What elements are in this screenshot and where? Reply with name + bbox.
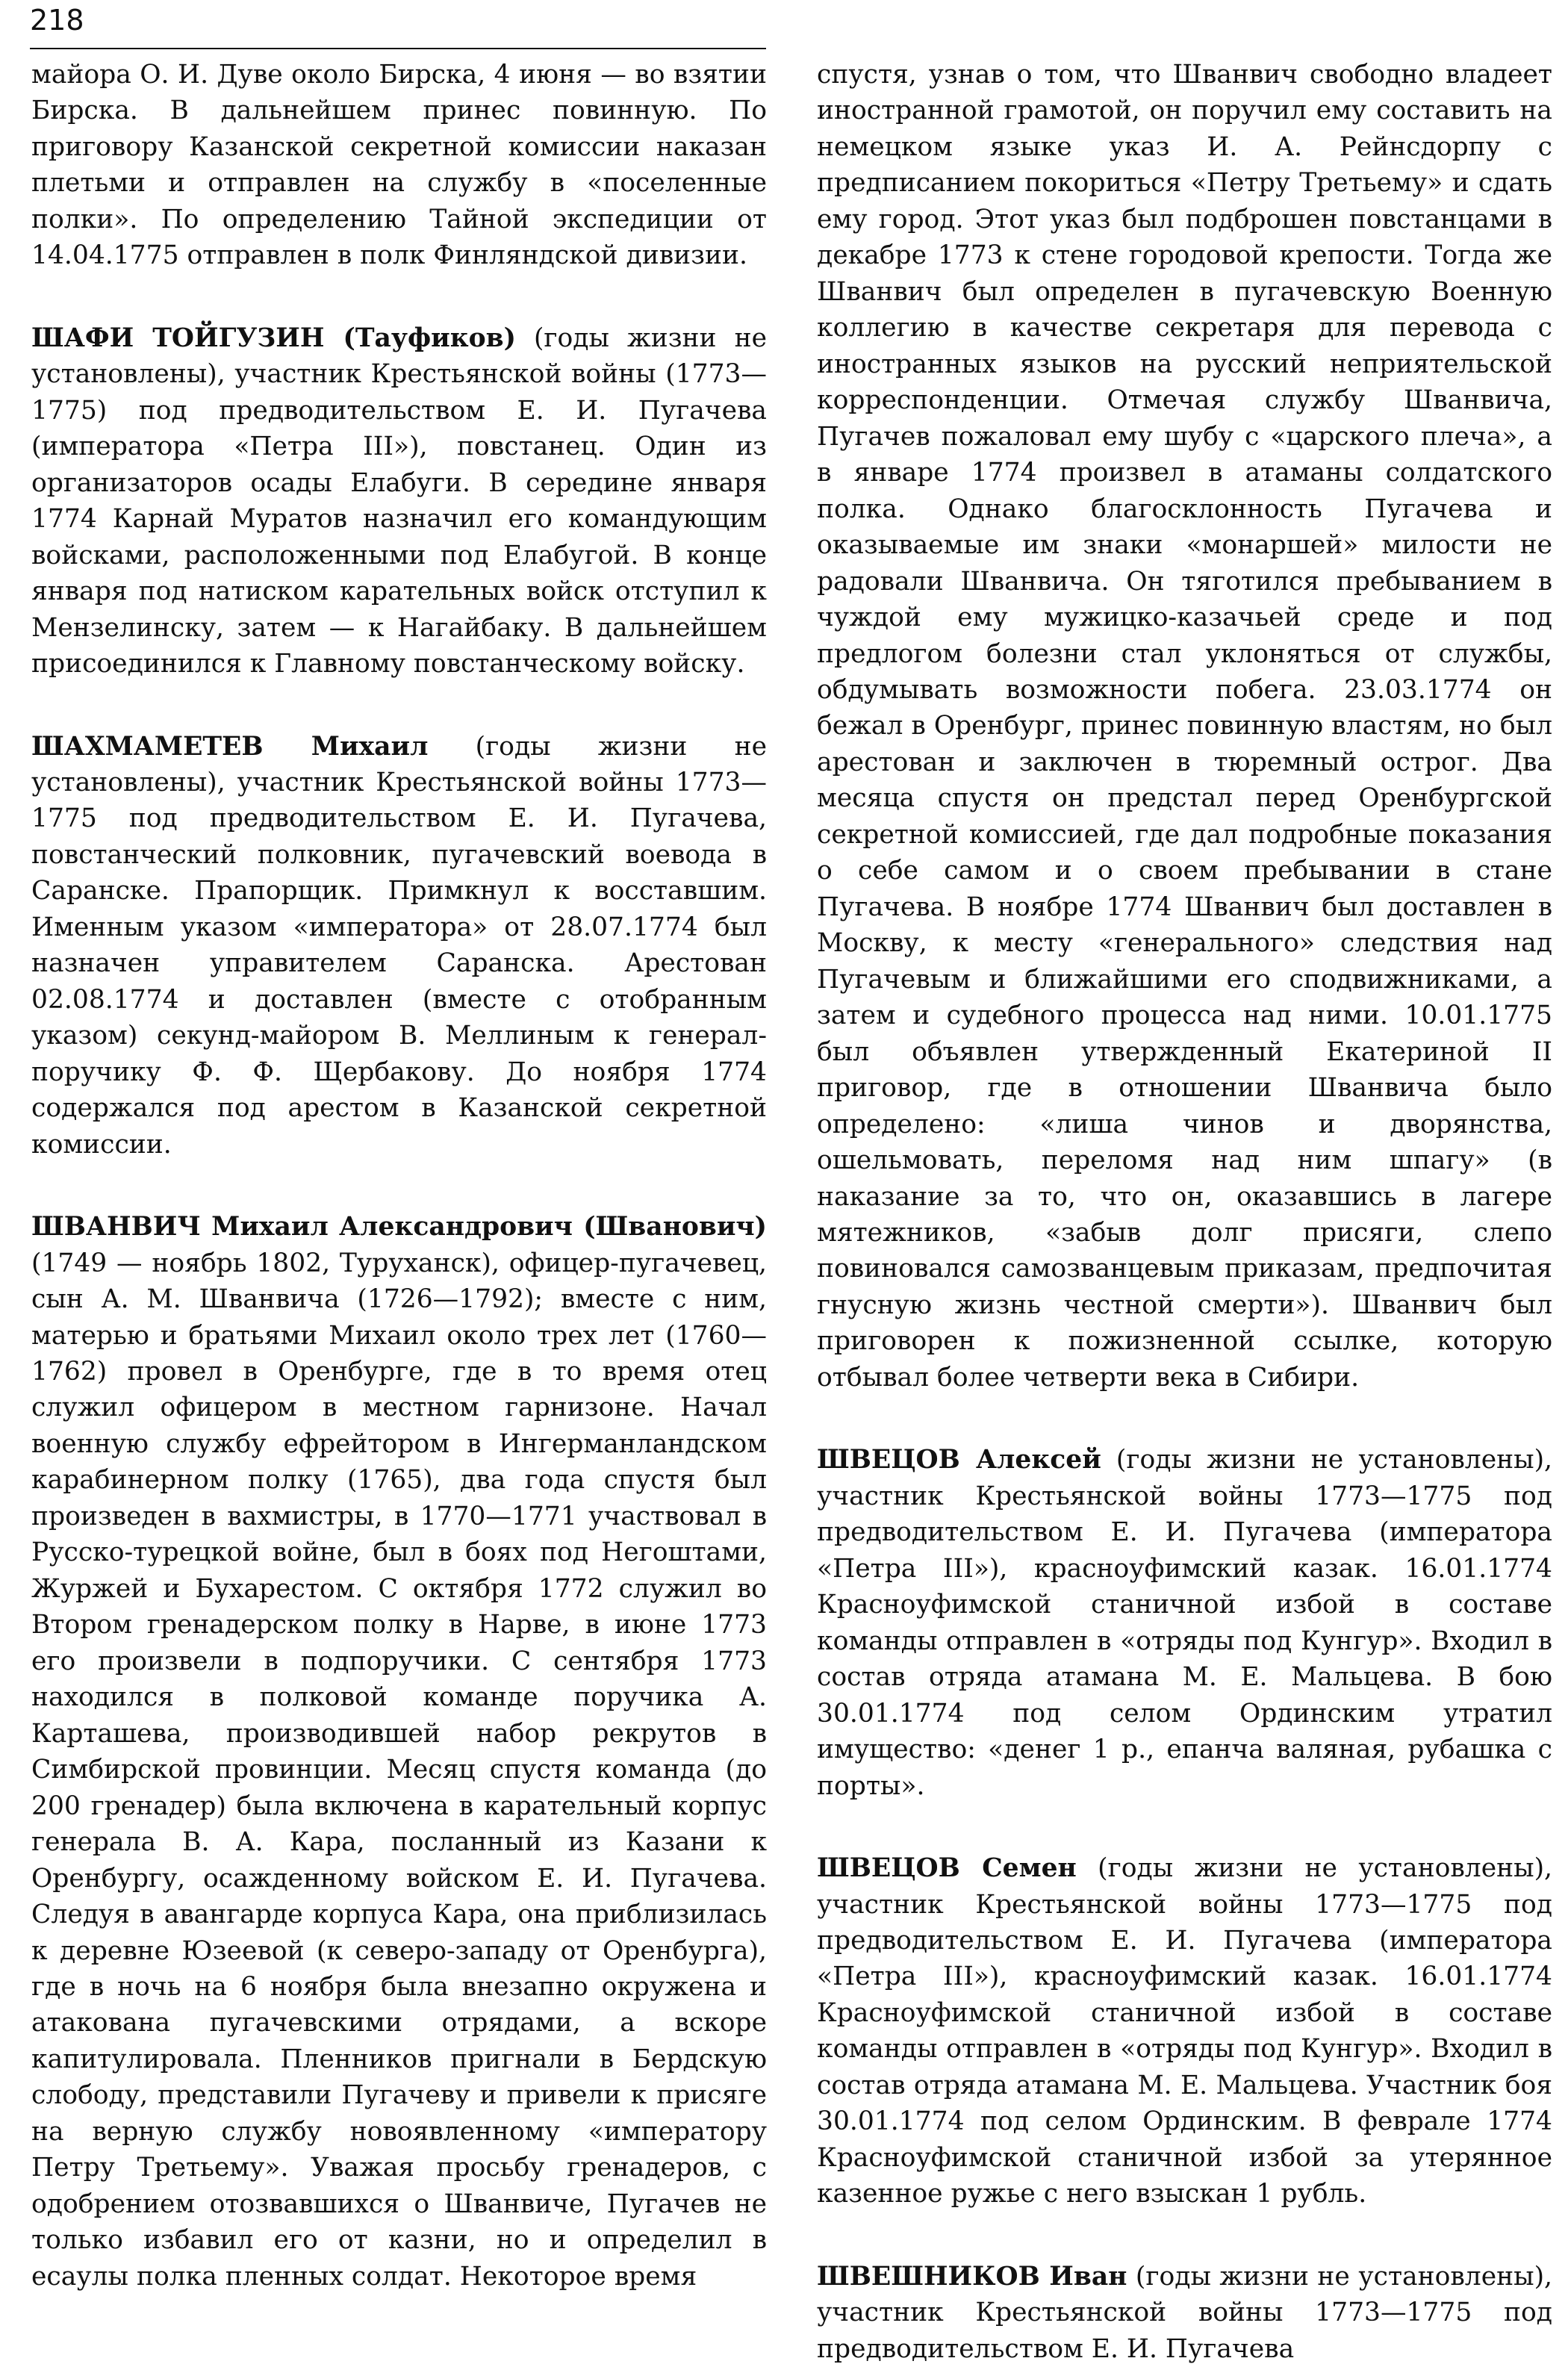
- right-column: [817, 57, 1552, 2367]
- entry-headword: ШВАНВИЧ Михаил Александрович (Шванович): [31, 1212, 767, 1242]
- entry-headword: ШАХМАМЕТЕВ Михаил: [31, 731, 429, 762]
- entry-headword: ШВЕШНИКОВ Иван: [817, 2261, 1127, 2292]
- entry-text: (1749 — ноябрь 1802, Туруханск), офицер-пугачевец, сын А. М. Шванвича (1726—1792); вместе с ним, матерью и братьями Михаил около трех лет (1760—1762) провел в Оренбурге, где в то время отец служил офицером в местном гарнизоне. Начал военную службу ефрейтором в Ингерманландском карабинерном полку (1765), два года спустя был произведен в вахмистры, в 1770—1771 участвовал в Русско-турецкой войне, был в боях под Негоштами, Журжей и Бухарестом. С октября 1772 служил во Втором гренадерском полку в Нарве, в июне 1773 его произвели в подпоручики. С сентября 1773 находился в полковой команде поручика А. Карташева, производившей набор рекрутов в Симбирской провинции. Месяц спустя команда (до 200 гренадер) была включена в карательный корпус генерала В. А. Кара, посланный из Казани к Оренбургу, осажденному войском Е. И. Пугачева. Следуя в авангарде корпуса Кара, она приблизилась к деревне Юзеевой (к северо-западу от Оренбурга), где в ночь на 6 ноября была внезапно окружена и атакована пугачевскими отрядами, а вскоре капитулировала. Пленников пригнали в Бердскую слободу, представили Пугачеву и привели к присяге на верную службу новоявленному «императору Петру Третьему». Уважая просьбу гренадеров, с одобрением отозвавшихся о Шванвиче, Пугачев не только избавил его от казни, но и определил в есаулы полка пленных солдат. Некоторое время: [31, 1248, 767, 2292]
- entry-headword: ШАФИ ТОЙГУЗИН (Тауфиков): [31, 323, 516, 353]
- entry-headword: ШВЕЦОВ Алексей: [817, 1445, 1101, 1475]
- entry-text: (годы жизни не установлены), участник Крестьянской войны (1773—1775) под предводительством Е. И. Пугачева (императора «Петра III»), повстанец. Один из организаторов осады Елабуги. В середине января 1774 Карнай Муратов назначил его командующим войсками, расположенными под Елабугой. В конце января под натиском карательных войск отступил к Мензелинску, затем — к Нагайбаку. В дальнейшем присоединился к Главному повстанческому войску.: [31, 323, 767, 679]
- entry-shvetsov-aleksey: [817, 1442, 1552, 1804]
- entry-text: (годы жизни не установлены), участник Крестьянской войны 1773—1775 под предводительством Е. И. Пугачева (императора «Петра III»), красноуфимский казак. 16.01.1774 Красноуфимской станичной избой в составе команды отправлен в «отряды под Кунгур». Входил в состав отряда атамана М. Е. Мальцева. В бою 30.01.1774 под селом Ординским утратил имущество: «денег 1 р., епанча валяная, рубашка с порты».: [817, 1445, 1552, 1801]
- page-number: 218: [30, 4, 84, 37]
- continuation-paragraph: майора О. И. Дуве около Бирска, 4 июня — во взятии Бирска. В дальнейшем принес повинную. По приговору Казанской секретной комиссии наказан плетьми и отправлен на службу в «поселенные полки». По определению Тайной экспедиции от 14.04.1775 отправлен в полк Финляндской дивизии.: [31, 60, 767, 271]
- entry-shafi-toyguzin: [31, 320, 767, 682]
- continuation-paragraph: спустя, узнав о том, что Шванвич свободно владеет иностранной грамотой, он поручил ему составить на немецком языке указ И. А. Рейнсдорпу с предписанием покориться «Петру Третьему» и сдать ему город. Этот указ был подброшен повстанцами в декабре 1773 к стене городовой крепости. Тогда же Шванвич был определен в пугачевскую Военную коллегию в качестве секретаря для перевода с иностранных языков на русский неприятельской корреспонденции. Отмечая службу Шванвича, Пугачев пожаловал ему шубу с «царского плеча», а в январе 1774 произвел в атаманы солдатского полка. Однако благосклонность Пугачева и оказываемые им знаки «монаршей» милости не радовали Шванвича. Он тяготился пребыванием в чуждой ему мужицко-казачьей среде и под предлогом болезни стал уклоняться от службы, обдумывать возможности побега. 23.03.1774 он бежал в Оренбург, принес повинную властям, но был арестован и заключен в тюремный острог. Два месяца спустя он предстал перед Оренбургской секретной комиссией, где дал подробные показания о себе самом и о своем пребывании в стане Пугачева. В ноябре 1774 Шванвич был доставлен в Москву, к месту «генерального» следствия над Пугачевым и ближайшими его сподвижниками, а затем и судебного процесса над ними. 10.01.1775 был объявлен утвержденный Екатериной II приговор, где в отношении Шванвича было определено: «лиша чинов и дворянства, ошельмовать, переломя над ним шпагу» (в наказание за то, что он, оказавшись в лагере мятежников, «забыв долг присяги, слепо повиновался самозванцевым приказам, предпочитая гнусную жизнь честной смерти»). Шванвич был приговорен к пожизненной ссылке, которую отбывал более четверти века в Сибири.: [817, 60, 1552, 1393]
- entry-headword: ШВЕЦОВ Семен: [817, 1853, 1077, 1884]
- entry-shakhmametev: [31, 729, 767, 1163]
- header-rule: [30, 48, 766, 49]
- entry-text: (годы жизни не установлены), участник Крестьянской войны 1773—1775 под предводительством Е. И. Пугачева: [817, 2261, 1553, 2364]
- entry-shvetsov-semen: [817, 1850, 1552, 2212]
- entry-text: (годы жизни не установлены), участник Крестьянской войны 1773—1775 под предводительством Е. И. Пугачева (императора «Петра III»), красноуфимский казак. 16.01.1774 Красноуфимской станичной избой в составе команды отправлен в «отряды под Кунгур». Входил в состав отряда атамана М. Е. Мальцева. Участник боя 30.01.1774 под селом Ординским. В феврале 1774 Красноуфимской станичной избой за утерянное казенное ружье с него взыскан 1 рубль.: [817, 1853, 1552, 2209]
- entry-text: (годы жизни не установлены), участник Крестьянской войны 1773—1775 под предводительством Е. И. Пугачева, повстанческий полковник, пугачевский воевода в Саранске. Прапорщик. Примкнул к восставшим. Именным указом «императора» от 28.07.1774 был назначен управителем Саранска. Арестован 02.08.1774 и доставлен (вместе с отобранным указом) секунд-майором В. Меллиным к генерал-поручику Ф. Ф. Щербакову. До ноября 1774 содержался под арестом в Казанской секретной комиссии.: [31, 731, 767, 1160]
- entry-shveshnikov: [817, 2259, 1552, 2367]
- entry-shvanvich: [31, 1209, 767, 2295]
- left-column: [31, 57, 767, 2295]
